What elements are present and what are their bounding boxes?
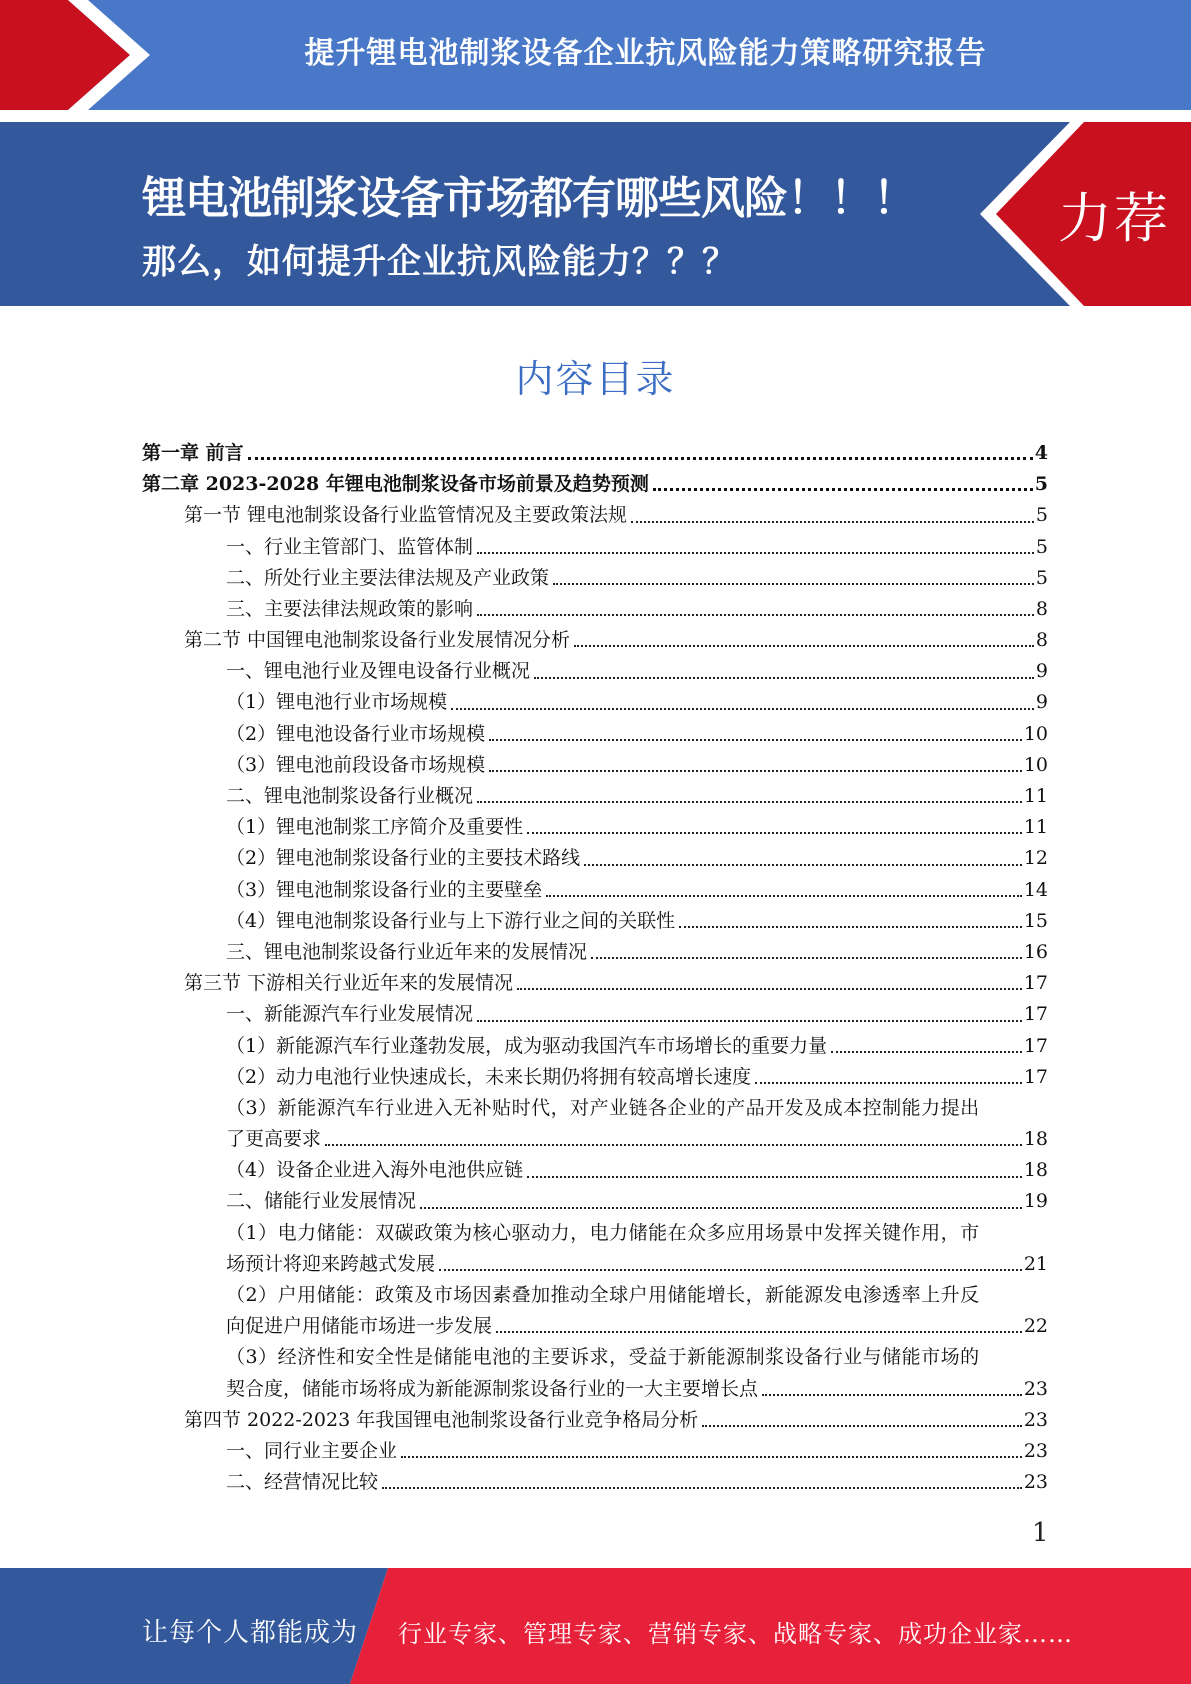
toc-entry-title: （3）经济性和安全性是储能电池的主要诉求，受益于新能源制浆设备行业与储能市场的: [226, 1346, 980, 1369]
toc-entry-page: 14: [1023, 878, 1048, 901]
toc-entry-title: 第四节 2022-2023 年我国锂电池制浆设备行业竞争格局分析: [184, 1408, 699, 1431]
toc-entry-title: 场预计将迎来跨越式发展: [226, 1252, 436, 1275]
page-number: 1: [1032, 1518, 1049, 1548]
toc-entry[interactable]: [142, 500, 1048, 531]
leader-dots: [527, 1176, 1022, 1178]
toc-entry-page: 15: [1023, 909, 1048, 932]
toc-entry-title: （2）锂电池制浆设备行业的主要技术路线: [226, 847, 581, 870]
report-title: 提升锂电池制浆设备企业抗风险能力策略研究报告: [304, 36, 987, 71]
hero-headline: 锂电池制浆设备市场都有哪些风险！！！: [142, 173, 916, 224]
toc-entry-page: 21: [1023, 1252, 1048, 1275]
toc-entry[interactable]: [142, 1280, 1048, 1311]
toc-entry[interactable]: [142, 594, 1048, 625]
toc-entry[interactable]: [142, 1031, 1048, 1062]
toc-entry-page: 11: [1023, 785, 1048, 808]
toc-entry[interactable]: [142, 1218, 1048, 1249]
hero-banner: [0, 122, 1191, 306]
red-chevron-decoration: [0, 0, 150, 110]
toc-entry-page: 18: [1023, 1128, 1048, 1151]
toc-entry-title: 三、主要法律法规政策的影响: [226, 597, 474, 620]
toc-entry[interactable]: [142, 1342, 1048, 1373]
toc-entry-title: 二、储能行业发展情况: [226, 1190, 417, 1213]
toc-entry[interactable]: [142, 1467, 1048, 1498]
toc-entry-title: 向促进户用储能市场进一步发展: [226, 1315, 493, 1338]
leader-dots: [420, 1207, 1022, 1209]
toc-entry-page: 11: [1023, 816, 1048, 839]
leader-dots: [401, 1456, 1022, 1458]
toc-entry[interactable]: [142, 625, 1048, 656]
toc-entry-title: 了更高要求: [226, 1128, 322, 1151]
toc-entry-page: 16: [1023, 940, 1048, 963]
footer-banner: [0, 1568, 1191, 1684]
leader-dots: [496, 1331, 1022, 1333]
toc-entry[interactable]: [142, 1062, 1048, 1093]
toc-entry[interactable]: [142, 532, 1048, 563]
toc-entry-page: 5: [1034, 473, 1048, 496]
toc-entry-title: （1）锂电池制浆工序简介及重要性: [226, 816, 524, 839]
toc-entry[interactable]: [142, 1405, 1048, 1436]
toc-entry-title: （2）户用储能：政策及市场因素叠加推动全球户用储能增长，新能源发电渗透率上升反: [226, 1284, 980, 1307]
toc-entry-page: 17: [1023, 1065, 1048, 1088]
toc-entry[interactable]: [142, 750, 1048, 781]
toc-entry-title: 一、新能源汽车行业发展情况: [226, 1003, 474, 1026]
toc-entry[interactable]: [142, 1093, 1048, 1124]
leader-dots: [534, 677, 1034, 679]
toc-entry-page: 23: [1023, 1439, 1048, 1462]
leader-dots: [451, 708, 1034, 710]
toc-entry-title: 第一节 锂电池制浆设备行业监管情况及主要政策法规: [184, 504, 628, 527]
toc-entry-page: 22: [1023, 1315, 1048, 1338]
leader-dots: [477, 1020, 1022, 1022]
toc-entry[interactable]: [142, 563, 1048, 594]
toc-entry-continuation[interactable]: [142, 1249, 1048, 1280]
toc-entry-title: 一、锂电池行业及锂电设备行业概况: [226, 660, 531, 683]
toc-entry[interactable]: [142, 812, 1048, 843]
leader-dots: [553, 583, 1034, 585]
toc-entry-page: 12: [1023, 847, 1048, 870]
toc-entry-page: 4: [1034, 441, 1048, 464]
leader-dots: [527, 832, 1022, 834]
leader-dots: [591, 957, 1022, 959]
leader-dots: [653, 488, 1033, 491]
toc-entry-page: 23: [1023, 1408, 1048, 1431]
toc-entry-page: 18: [1023, 1159, 1048, 1182]
leader-dots: [248, 457, 1033, 460]
toc-entry[interactable]: [142, 875, 1048, 906]
toc-entry-title: （2）动力电池行业快速成长，未来长期仍将拥有较高增长速度: [226, 1065, 752, 1088]
toc-entry-title: 第三节 下游相关行业近年来的发展情况: [184, 972, 514, 995]
leader-dots: [574, 645, 1034, 647]
footer-slogan-right: 行业专家、管理专家、营销专家、战略专家、成功企业家……: [398, 1620, 1073, 1648]
leader-dots: [517, 988, 1022, 990]
toc-entry-title: （2）锂电池设备行业市场规模: [226, 722, 486, 745]
leader-dots: [631, 521, 1034, 523]
toc-entry-title: 二、锂电池制浆设备行业概况: [226, 785, 474, 808]
toc-entry-page: 10: [1023, 722, 1048, 745]
toc-entry-page: 23: [1023, 1471, 1048, 1494]
toc-entry-page: 17: [1023, 1034, 1048, 1057]
toc-entry[interactable]: [142, 469, 1048, 500]
toc-entry-title: （3）锂电池前段设备市场规模: [226, 753, 486, 776]
toc-entry-title: 第二节 中国锂电池制浆设备行业发展情况分析: [184, 629, 571, 652]
leader-dots: [477, 801, 1022, 803]
toc-entry[interactable]: [142, 843, 1048, 874]
toc-entry-page: 19: [1023, 1190, 1048, 1213]
toc-entry-continuation[interactable]: [142, 1311, 1048, 1342]
toc-entry[interactable]: [142, 1436, 1048, 1467]
leader-dots: [831, 1051, 1022, 1053]
toc-entry-page: 5: [1035, 504, 1048, 527]
toc-entry-continuation[interactable]: [142, 1124, 1048, 1155]
divider: [0, 110, 1191, 122]
toc-entry-title: 三、锂电池制浆设备行业近年来的发展情况: [226, 940, 588, 963]
recommend-badge: 力荐: [1058, 187, 1170, 250]
toc-entry-page: 8: [1035, 597, 1048, 620]
toc-entry[interactable]: [142, 438, 1048, 469]
toc-entry-title: 第二章 2023-2028 年锂电池制浆设备市场前景及趋势预测: [142, 473, 649, 496]
toc-entry[interactable]: [142, 906, 1048, 937]
leader-dots: [679, 926, 1022, 928]
toc-entry-page: 9: [1035, 660, 1048, 683]
leader-dots: [546, 895, 1022, 897]
toc-entry[interactable]: [142, 999, 1048, 1030]
leader-dots: [762, 1394, 1022, 1396]
toc-entry-title: 契合度，储能市场将成为新能源制浆设备行业的一大主要增长点: [226, 1377, 759, 1400]
footer-slogan-left: 让每个人都能成为: [142, 1618, 359, 1648]
toc-entry[interactable]: [142, 656, 1048, 687]
toc-entry-continuation[interactable]: [142, 1374, 1048, 1405]
toc-entry-page: 17: [1023, 1003, 1048, 1026]
toc-entry-page: 8: [1035, 629, 1048, 652]
leader-dots: [489, 770, 1022, 772]
toc-entry-page: 10: [1023, 753, 1048, 776]
toc-entry-title: 一、行业主管部门、监管体制: [226, 535, 474, 558]
leader-dots: [702, 1425, 1022, 1427]
leader-dots: [439, 1269, 1022, 1271]
leader-dots: [755, 1082, 1022, 1084]
toc-entry[interactable]: [142, 719, 1048, 750]
toc-entry-title: （4）设备企业进入海外电池供应链: [226, 1159, 524, 1182]
toc-entry-title: （1）锂电池行业市场规模: [226, 691, 448, 714]
leader-dots: [382, 1487, 1022, 1489]
toc-entry[interactable]: [142, 781, 1048, 812]
toc-entry[interactable]: [142, 688, 1048, 719]
toc-entry-title: 一、同行业主要企业: [226, 1439, 398, 1462]
leader-dots: [477, 614, 1034, 616]
toc-entry[interactable]: [142, 1187, 1048, 1218]
toc-entry-title: 第一章 前言: [142, 441, 244, 464]
toc-entry[interactable]: [142, 937, 1048, 968]
toc-entry-page: 5: [1035, 535, 1048, 558]
top-banner: [0, 0, 1191, 110]
toc-entry-title: 二、所处行业主要法律法规及产业政策: [226, 566, 550, 589]
toc-entry-page: 17: [1023, 972, 1048, 995]
leader-dots: [584, 864, 1022, 866]
toc-entry-page: 9: [1035, 691, 1048, 714]
toc-entry-page: 5: [1035, 566, 1048, 589]
toc-entry-title: （1）电力储能：双碳政策为核心驱动力，电力储能在众多应用场景中发挥关键作用，市: [226, 1221, 980, 1244]
toc-entry-title: （1）新能源汽车行业蓬勃发展，成为驱动我国汽车市场增长的重要力量: [226, 1034, 828, 1057]
toc-title: 内容目录: [515, 357, 676, 401]
hero-subheadline: 那么，如何提升企业抗风险能力？？？: [142, 242, 737, 282]
leader-dots: [325, 1144, 1022, 1146]
leader-dots: [489, 739, 1022, 741]
table-of-contents: [142, 438, 1048, 1498]
toc-entry[interactable]: [142, 968, 1048, 999]
toc-entry[interactable]: [142, 1155, 1048, 1186]
toc-entry-title: （3）新能源汽车行业进入无补贴时代，对产业链各企业的产品开发及成本控制能力提出: [226, 1096, 980, 1119]
leader-dots: [477, 552, 1034, 554]
toc-entry-title: 二、经营情况比较: [226, 1471, 379, 1494]
toc-entry-title: （3）锂电池制浆设备行业的主要壁垒: [226, 878, 543, 901]
toc-entry-title: （4）锂电池制浆设备行业与上下游行业之间的关联性: [226, 909, 676, 932]
toc-entry-page: 23: [1023, 1377, 1048, 1400]
